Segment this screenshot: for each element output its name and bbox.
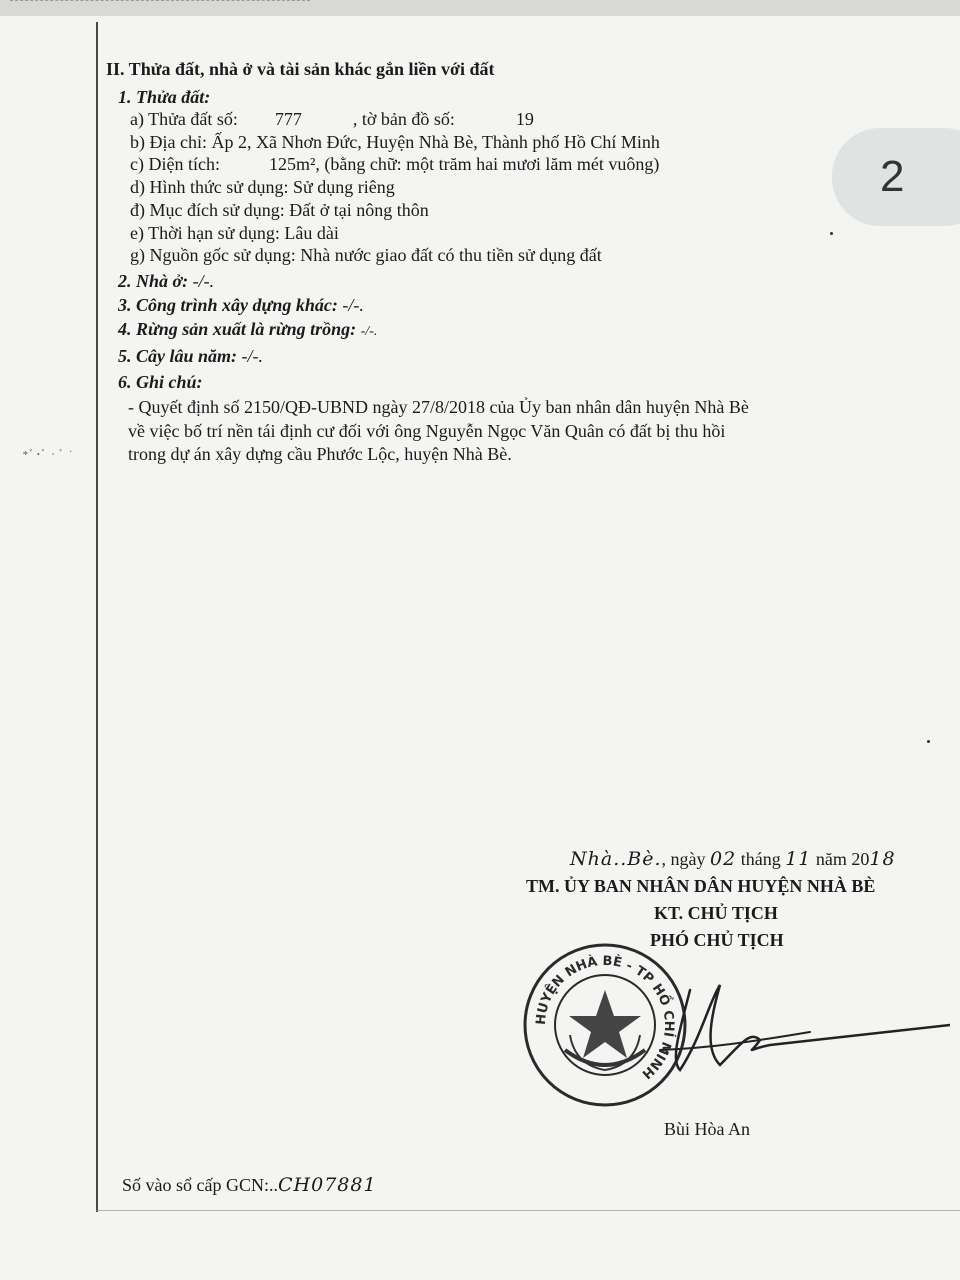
- parcel-heading: 1. Thửa đất:: [118, 87, 211, 107]
- perennial-value: -/-.: [241, 346, 264, 366]
- signing-year: 18: [869, 848, 896, 870]
- signing-month: 11: [785, 848, 812, 870]
- year-label: năm 20: [815, 849, 870, 869]
- map-sheet-value: 19: [515, 109, 534, 129]
- signing-place: Nhà..Bè.: [570, 848, 662, 870]
- parcel-number-row: [130, 108, 534, 130]
- notes-line-1: - Quyết định số 2150/QĐ-UBND ngày 27/8/2018 của Ủy ban nhân dân huyện Nhà Bè: [128, 397, 749, 417]
- house-label: 2. Nhà ở:: [118, 271, 189, 291]
- house-value: -/-.: [192, 271, 215, 291]
- usage-form-row: d) Hình thức sử dụng: Sử dụng riêng: [130, 177, 395, 197]
- handwritten-signature: [650, 970, 950, 1080]
- area-label: c) Diện tích:: [130, 154, 220, 174]
- scratch-marks: [10, 0, 310, 7]
- page-number-badge: [832, 128, 960, 226]
- notes-heading: 6. Ghi chú:: [118, 372, 203, 392]
- usage-purpose-row: đ) Mục đích sử dụng: Đất ở tại nông thôn: [130, 200, 429, 220]
- construction-label: 3. Công trình xây dựng khác:: [118, 295, 338, 315]
- usage-term-row: e) Thời hạn sử dụng: Lâu dài: [130, 223, 339, 243]
- address-row: b) Địa chỉ: Ấp 2, Xã Nhơn Đức, Huyện Nhà Bè, Thành phố Hồ Chí Minh: [130, 132, 660, 152]
- construction-value: -/-.: [342, 295, 364, 315]
- signing-organization: TM. ỦY BAN NHÂN DÂN HUYỆN NHÀ BÈ: [526, 876, 876, 896]
- signer-name: Bùi Hòa An: [664, 1119, 751, 1139]
- bottom-rule: [96, 1210, 960, 1211]
- signing-role-1: KT. CHỦ TỊCH: [654, 903, 778, 923]
- section-title: II. Thửa đất, nhà ở và tài sản khác gắn liền với đất: [106, 59, 495, 79]
- signing-role-2: PHÓ CHỦ TỊCH: [650, 930, 784, 950]
- month-label: tháng: [740, 849, 781, 869]
- parcel-number-value: 777: [274, 109, 302, 129]
- margin-smudge: ﾠ*ﾞ˙ﾞ•ﾞ ˙: [12, 449, 74, 461]
- map-sheet-label: , tờ bản đồ số:: [352, 109, 455, 129]
- forest-label: 4. Rừng sản xuất là rừng trồng:: [118, 319, 357, 339]
- page-number: 2: [880, 152, 905, 201]
- forest-row: [118, 318, 377, 343]
- speck-dot: [927, 740, 930, 743]
- perennial-label: 5. Cây lâu năm:: [118, 346, 238, 366]
- usage-origin-row: g) Nguồn gốc sử dụng: Nhà nước giao đất có thu tiền sử dụng đất: [130, 245, 602, 265]
- day-label: , ngày: [661, 849, 706, 869]
- notes-line-3: trong dự án xây dựng cầu Phước Lộc, huyện Nhà Bè.: [128, 444, 512, 464]
- gcn-number: CH07881: [278, 1174, 377, 1196]
- signing-date-row: [570, 848, 896, 870]
- parcel-number-label: a) Thửa đất số:: [130, 109, 238, 129]
- notes-line-2: về việc bố trí nền tái định cư đối với ông Nguyễn Ngọc Văn Quân có đất bị thu hồi: [128, 421, 726, 441]
- area-value: 125m², (bằng chữ: một trăm hai mươi lăm mét vuông): [268, 154, 660, 174]
- speck-dot: [830, 232, 833, 235]
- left-margin-line: [96, 22, 98, 1212]
- area-row: [130, 153, 659, 175]
- forest-value: -/-.: [360, 324, 378, 339]
- gcn-label: Số vào sổ cấp GCN:..: [122, 1175, 278, 1195]
- perennial-row: [118, 345, 263, 367]
- signing-day: 02: [710, 848, 737, 870]
- gcn-register-row: [122, 1174, 377, 1196]
- construction-row: [118, 294, 364, 316]
- seal-text: HUYỆN NHÀ BÈ - TP HỒ CHÍ MINH: [533, 953, 677, 1082]
- house-row: [118, 270, 214, 292]
- top-strip: [0, 0, 960, 16]
